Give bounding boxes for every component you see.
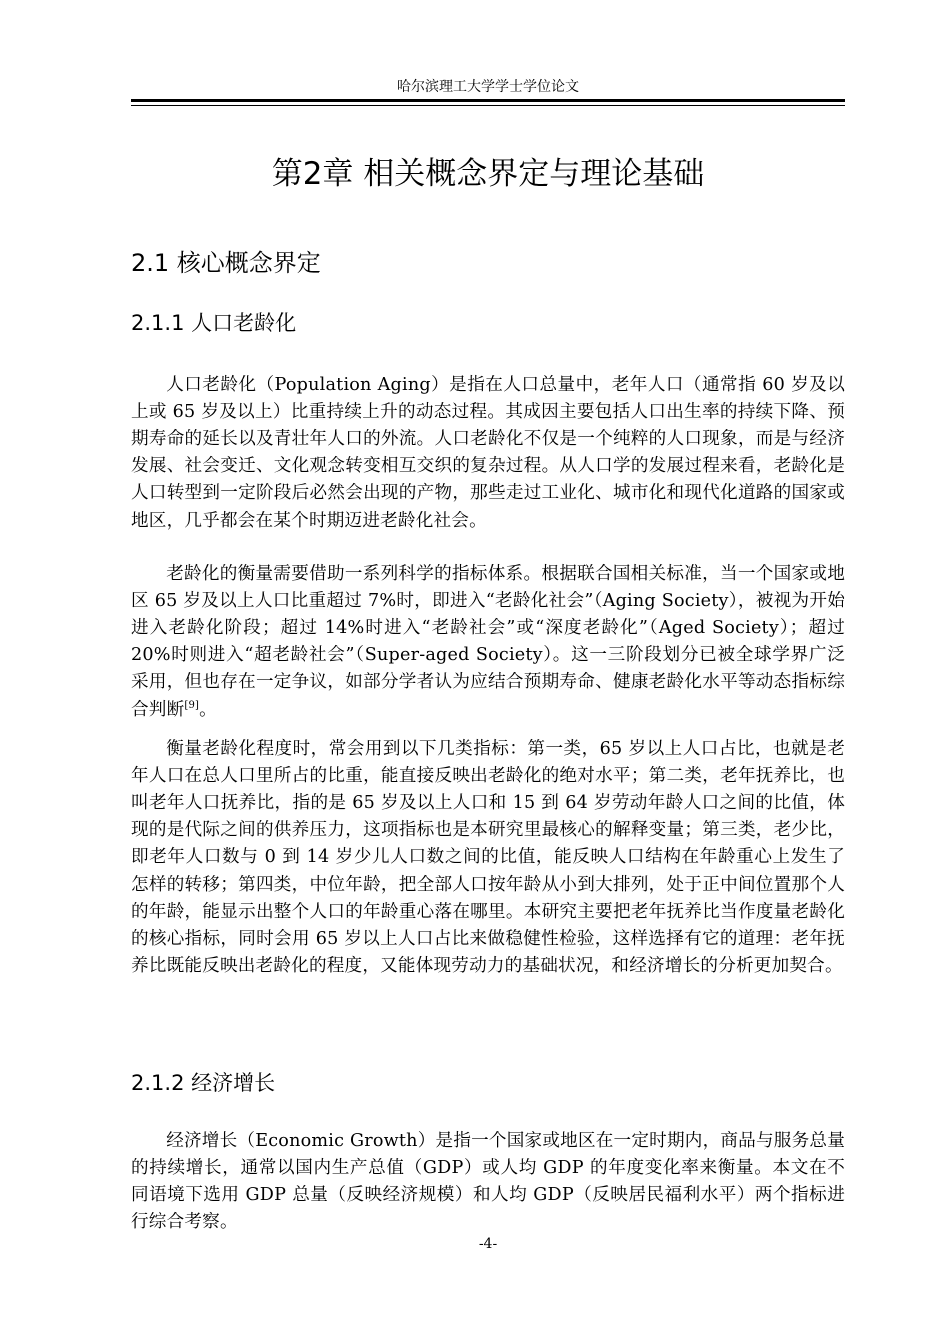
subsection-heading-growth: 2.1.2 经济增长 [131,1071,276,1095]
chapter-title: 第2章 相关概念界定与理论基础 [271,156,705,192]
paragraph-end: 。 [199,699,217,720]
paragraph-aging-indicators: 衡量老龄化程度时，常会用到以下几类指标：第一类，65 岁以上人口占比，也就是老年人口在总人口里所占的比重，能直接反映出老龄化的绝对水平；第二类，老年抚养比，也叫老年人口抚养比，指的是 65 岁及以上人口和 15 到 64 岁劳动年龄人口之间的比值，体现的是代际之间的供养压力，这项指标也是本研究里最核心的解释变量；第三类，老少比，即老年人口数与 0 到 14 岁少儿人口数之间的比值，能反映人口结构在年龄重心上发生了怎样的转移；第四类，中位年龄，把全部人口按年龄从小到大排列，处于正中间位置那个人的年龄，能显示出整个人口的年龄重心落在哪里。本研究主要把老年抚养比当作度量老龄化的核心指标，同时会用 65 岁以上人口占比来做稳健性检验，这样选择有它的道理：老年抚养比既能反映出老龄化的程度，又能体现劳动力的基础状况，和经济增长的分析更加契合。 [131,738,845,977]
running-header: 哈尔滨理工大学学士学位论文 [397,79,579,95]
header-rule-thick [131,99,845,102]
paragraph-aging-definition: 人口老龄化（Population Aging）是指在人口总量中，老年人口（通常指 60 岁及以上或 65 岁及以上）比重持续上升的动态过程。其成因主要包括人口出生率的持续下降、预期寿命的延长以及青壮年人口的外流。人口老龄化不仅是一个纯粹的人口现象，而是与经济发展、社会变迁、文化观念转变相互交织的复杂过程。从人口学的发展过程来看，老龄化是人口转型到一定阶段后必然会出现的产物，那些走过工业化、城市化和现代化道路的国家或地区，几乎都会在某个时期迈进老龄化社会。 [131,374,845,531]
paragraph-aging-measurement [131,561,845,724]
section-heading: 2.1 核心概念界定 [131,249,321,277]
subsection-heading-aging: 2.1.1 人口老龄化 [131,311,297,335]
paragraph-text: 老龄化的衡量需要借助一系列科学的指标体系。根据联合国相关标准，当一个国家或地区 65 岁及以上人口比重超过 7%时，即进入“老龄化社会”（Aging Society），被视为开始进入老龄化阶段；超过 14%时进入“老龄社会”或“深度老龄化”（Aged Society）；超过 20%时则进入“超老龄社会”（Super-aged Society）。这一三阶段划分已被全球学界广泛采用，但也存在一定争议，如部分学者认为应结合预期寿命、健康老龄化水平等动态指标综合判断 [131,563,845,720]
header-rule-thin [131,105,845,106]
paragraph-growth-definition: 经济增长（Economic Growth）是指一个国家或地区在一定时期内，商品与服务总量的持续增长，通常以国内生产总值（GDP）或人均 GDP 的年度变化率来衡量。本文在不同语境下选用 GDP 总量（反映经济规模）和人均 GDP（反映居民福利水平）两个指标进行综合考察。 [131,1130,845,1233]
page-number: -4- [478,1236,498,1252]
citation-ref: [9] [184,699,200,711]
